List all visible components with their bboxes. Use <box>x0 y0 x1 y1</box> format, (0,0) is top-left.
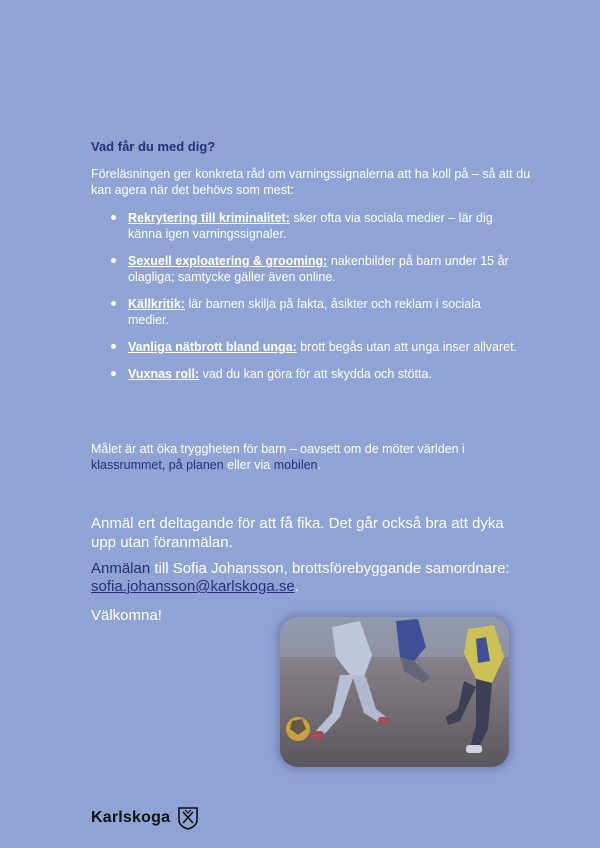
goal-end: . <box>317 458 321 472</box>
section-heading: Vad får du med dig? <box>91 139 216 154</box>
welcome-text: Välkomna! <box>91 607 162 624</box>
item-text: brott begås utan att unga inser allvaret. <box>296 340 518 354</box>
list-item <box>91 253 521 285</box>
goal-place-1: klassrummet, på planen <box>91 458 224 472</box>
crest-icon <box>177 806 199 830</box>
item-term: Vanliga nätbrott bland unga: <box>128 340 297 354</box>
goal-part: Målet är att öka tryggheten för barn – oavsett om de möter världen i <box>91 442 465 456</box>
item-text: sker ofta via sociala medier – lär dig känna igen varningssignaler. <box>128 211 493 241</box>
item-term: Vuxnas roll: <box>128 367 200 381</box>
karlskoga-logo <box>91 806 199 830</box>
goal-text <box>91 441 531 473</box>
football-photo <box>280 617 509 767</box>
list-item <box>91 366 521 382</box>
contact-body: till Sofia Johansson, brottsförebyggande samordnare: <box>150 560 510 577</box>
contact-text <box>91 560 531 596</box>
item-term: Källkritik: <box>128 297 185 311</box>
football-photo-image <box>280 617 509 767</box>
list-item <box>91 296 521 328</box>
logo-text: Karlskoga <box>91 809 171 826</box>
item-term: Rekrytering till kriminalitet: <box>128 211 290 225</box>
email-link[interactable]: sofia.johansson@karlskoga.se <box>91 578 295 595</box>
topics-list <box>91 210 521 393</box>
intro-text: Föreläsningen ger konkreta råd om varningssignalerna att ha koll på – så att du kan agera när det behövs som mest: <box>91 167 531 197</box>
item-text: lär barnen skilja på fakta, åsikter och reklam i sociala medier. <box>128 297 481 327</box>
list-item <box>91 339 521 355</box>
signup-text: Anmäl ert deltagande för att få fika. Det går också bra att dyka upp utan föranmälan. <box>91 515 504 551</box>
item-text: nakenbilder på barn under 15 år olagliga; samtycke gäller även online. <box>128 254 509 284</box>
item-term: Sexuell exploatering & grooming: <box>128 254 328 268</box>
goal-part: eller via <box>223 458 274 472</box>
contact-end: . <box>294 578 299 595</box>
contact-lead: Anmälan <box>91 560 151 577</box>
item-text: vad du kan göra för att skydda och stötta. <box>199 367 432 381</box>
list-item <box>91 210 521 242</box>
goal-place-2: mobilen <box>273 458 318 472</box>
